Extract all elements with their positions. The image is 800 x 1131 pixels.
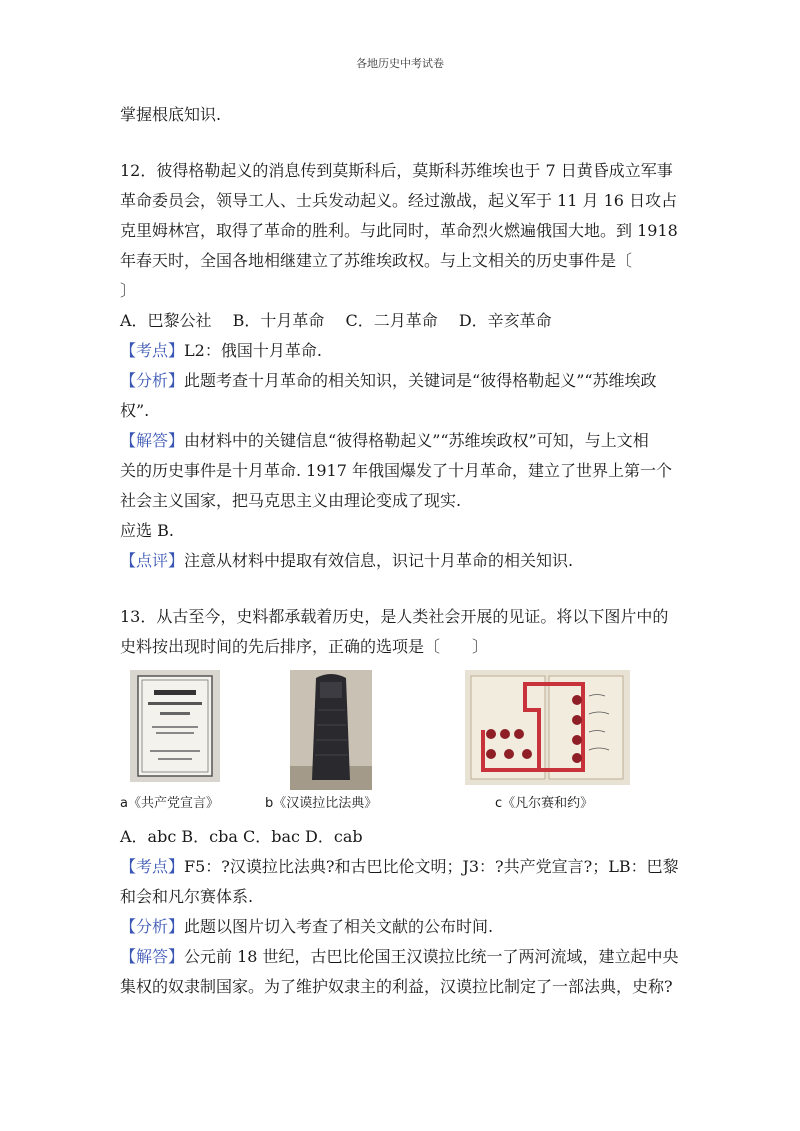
- q12-options: A．巴黎公社 B．十月革命 C．二月革命 D．辛亥革命: [120, 311, 552, 330]
- page-header: 各地历史中考试卷: [356, 57, 444, 70]
- dianping-text: 注意从材料中提取有效信息，识记十月革命的相关知识.: [184, 551, 574, 570]
- q12-line-1: 12．彼得格勒起义的消息传到莫斯科后，莫斯科苏维埃也于 7 日黄昏成立军事: [120, 161, 673, 180]
- q13-line-1: 13．从古至今，史料都承载着历史，是人类社会开展的见证。将以下图片中的: [120, 607, 669, 626]
- q13-kaodian-cont: 和会和凡尔赛体系.: [120, 887, 254, 906]
- q12-jieda-cont-1: 关的历史事件是十月革命. 1917 年俄国爆发了十月革命，建立了世界上第一个: [120, 461, 672, 480]
- q13-jieda-cont: 集权的奴隶制国家。为了维护奴隶主的利益，汉谟拉比制定了一部法典，史称?: [120, 977, 673, 996]
- q12-fenxi: [120, 366, 680, 396]
- manifesto-cover-image: [130, 670, 220, 782]
- fenxi-text: 此题以图片切入考查了相关文献的公布时间.: [184, 917, 494, 936]
- q13-figures: [120, 670, 680, 818]
- versailles-treaty-image: [465, 670, 630, 785]
- hammurabi-stele-image: [290, 670, 372, 790]
- question-13: [120, 602, 680, 1002]
- q13-options: A．abc B．cba C．bac D．cab: [120, 827, 363, 846]
- fenxi-tag: 【分析】: [120, 917, 185, 936]
- q12-line-3: 克里姆林宫，取得了革命的胜利。与此同时，革命烈火燃遍俄国大地。到 1918: [120, 221, 678, 240]
- kaodian-tag: 【考点】: [120, 857, 185, 876]
- q13-kaodian: [120, 852, 680, 882]
- jieda-tag: 【解答】: [120, 431, 185, 450]
- document-content: [120, 100, 680, 1002]
- q12-line-2: 革命委员会，领导工人、士兵发动起义。经过激战，起义军于 11 月 16 日攻占: [120, 191, 678, 210]
- q13-line-2: 史料按出现时间的先后排序，正确的选项是〔 〕: [120, 637, 489, 656]
- kaodian-tag: 【考点】: [120, 341, 185, 360]
- fenxi-tag: 【分析】: [120, 371, 185, 390]
- q13-fenxi: [120, 912, 680, 942]
- q12-kaodian: [120, 336, 680, 366]
- figure-c-caption: c《凡尔赛和约》: [495, 796, 594, 811]
- q12-line-5: 〕: [120, 281, 137, 300]
- figure-b-caption: b《汉谟拉比法典》: [265, 796, 378, 811]
- q12-dianping: [120, 546, 680, 576]
- jieda-text: 由材料中的关键信息“彼得格勒起义”“苏维埃政权”可知，与上文相: [184, 431, 649, 450]
- kaodian-text: L2：俄国十月革命.: [184, 341, 322, 360]
- q13-jieda: [120, 942, 680, 972]
- jieda-text: 公元前 18 世纪，古巴比伦国王汉谟拉比统一了两河流域，建立起中央: [184, 947, 679, 966]
- jieda-tag: 【解答】: [120, 947, 185, 966]
- q12-jieda-cont-2: 社会主义国家，把马克思主义由理论变成了现实.: [120, 491, 462, 510]
- q12-answer: 应选 B.: [120, 521, 174, 540]
- q12-fenxi-cont: 权”.: [120, 401, 150, 420]
- question-12: [120, 156, 680, 576]
- intro-text: 掌握根底知识.: [120, 105, 222, 124]
- q12-line-4: 年春天时，全国各地相继建立了苏维埃政权。与上文相关的历史事件是〔: [120, 251, 633, 270]
- q12-jieda: [120, 426, 680, 456]
- fenxi-text: 此题考查十月革命的相关知识，关键词是“彼得格勒起义”“苏维埃政: [184, 371, 657, 390]
- kaodian-text: F5：?汉谟拉比法典?和古巴比伦文明；J3：?共产党宣言?；LB：巴黎: [184, 857, 679, 876]
- dianping-tag: 【点评】: [120, 551, 185, 570]
- figure-a-caption: a《共产党宣言》: [120, 796, 219, 811]
